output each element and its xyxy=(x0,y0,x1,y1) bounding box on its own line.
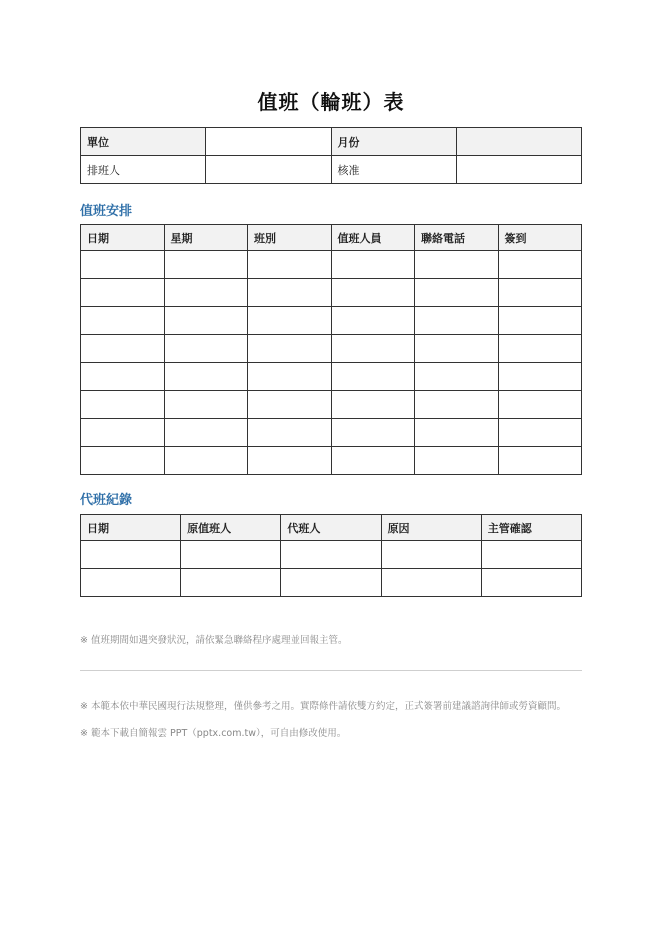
table-cell[interactable] xyxy=(248,419,332,447)
table-cell[interactable] xyxy=(331,251,415,279)
table-cell[interactable] xyxy=(498,419,582,447)
document-title: 值班（輪班）表 xyxy=(257,90,405,114)
month-label: 月份 xyxy=(331,128,456,156)
table-cell[interactable] xyxy=(248,391,332,419)
table-cell[interactable] xyxy=(331,307,415,335)
table-cell[interactable] xyxy=(248,335,332,363)
table-cell[interactable] xyxy=(81,363,165,391)
sub-col-reason: 原因 xyxy=(381,515,481,541)
unit-label: 單位 xyxy=(81,128,206,156)
duty-table-row xyxy=(81,391,582,419)
table-cell[interactable] xyxy=(331,279,415,307)
duty-table-row xyxy=(81,335,582,363)
table-cell[interactable] xyxy=(415,363,499,391)
substitute-header-row xyxy=(81,515,582,541)
table-cell[interactable] xyxy=(164,335,248,363)
emergency-note: ※ 值班期間如遇突發狀況，請依緊急聯絡程序處理並回報主管。 xyxy=(80,635,348,646)
table-cell[interactable] xyxy=(164,279,248,307)
table-cell[interactable] xyxy=(331,391,415,419)
divider xyxy=(80,670,582,671)
table-cell[interactable] xyxy=(81,541,181,569)
table-cell[interactable] xyxy=(248,363,332,391)
table-cell[interactable] xyxy=(415,391,499,419)
duty-col-shift: 班別 xyxy=(248,225,332,251)
table-cell[interactable] xyxy=(81,251,165,279)
duty-table-row xyxy=(81,251,582,279)
duty-col-signin: 簽到 xyxy=(498,225,582,251)
table-cell[interactable] xyxy=(498,307,582,335)
table-cell[interactable] xyxy=(164,363,248,391)
table-cell[interactable] xyxy=(498,363,582,391)
sub-col-approval: 主管確認 xyxy=(481,515,581,541)
table-cell[interactable] xyxy=(415,447,499,475)
info-row xyxy=(81,128,582,156)
table-cell[interactable] xyxy=(415,307,499,335)
table-cell[interactable] xyxy=(81,335,165,363)
substitute-record-table xyxy=(80,514,582,597)
table-cell[interactable] xyxy=(281,541,381,569)
substitute-table-body xyxy=(81,541,582,597)
table-cell[interactable] xyxy=(381,569,481,597)
table-cell[interactable] xyxy=(481,541,581,569)
table-cell[interactable] xyxy=(181,541,281,569)
duty-header-row xyxy=(81,225,582,251)
table-cell[interactable] xyxy=(81,279,165,307)
legal-note: ※ 本範本依中華民國現行法規整理，僅供參考之用。實際條件請依雙方約定，正式簽署前建議諮詢律師或勞資顧問。 xyxy=(80,701,566,712)
sub-col-substitute: 代班人 xyxy=(281,515,381,541)
table-cell[interactable] xyxy=(164,419,248,447)
table-cell[interactable] xyxy=(81,391,165,419)
duty-table-row xyxy=(81,279,582,307)
duty-col-staff: 值班人員 xyxy=(331,225,415,251)
table-cell[interactable] xyxy=(281,569,381,597)
table-cell[interactable] xyxy=(248,251,332,279)
month-field[interactable] xyxy=(456,128,581,156)
table-cell[interactable] xyxy=(331,419,415,447)
table-cell[interactable] xyxy=(415,335,499,363)
duty-col-date: 日期 xyxy=(81,225,165,251)
table-cell[interactable] xyxy=(81,569,181,597)
table-cell[interactable] xyxy=(164,391,248,419)
table-cell[interactable] xyxy=(248,307,332,335)
table-cell[interactable] xyxy=(248,279,332,307)
table-cell[interactable] xyxy=(331,447,415,475)
table-cell[interactable] xyxy=(248,447,332,475)
scheduler-field[interactable] xyxy=(206,156,331,184)
duty-table-row xyxy=(81,363,582,391)
table-cell[interactable] xyxy=(81,307,165,335)
info-row xyxy=(81,156,582,184)
table-cell[interactable] xyxy=(381,541,481,569)
unit-field[interactable] xyxy=(206,128,331,156)
table-cell[interactable] xyxy=(498,447,582,475)
table-cell[interactable] xyxy=(498,335,582,363)
table-cell[interactable] xyxy=(331,335,415,363)
duty-col-weekday: 星期 xyxy=(164,225,248,251)
table-cell[interactable] xyxy=(331,363,415,391)
sub-col-date: 日期 xyxy=(81,515,181,541)
table-cell[interactable] xyxy=(481,569,581,597)
approver-field[interactable] xyxy=(456,156,581,184)
source-note: ※ 範本下載自簡報雲 PPT（pptx.com.tw），可自由修改使用。 xyxy=(80,728,347,739)
duty-table-row xyxy=(81,419,582,447)
info-table xyxy=(80,127,582,184)
scheduler-label: 排班人 xyxy=(81,156,206,184)
substitute-table-row xyxy=(81,569,582,597)
duty-table-row xyxy=(81,307,582,335)
duty-schedule-table xyxy=(80,224,582,475)
duty-col-phone: 聯絡電話 xyxy=(415,225,499,251)
table-cell[interactable] xyxy=(415,251,499,279)
table-cell[interactable] xyxy=(415,279,499,307)
substitute-section-heading: 代班紀錄 xyxy=(80,493,133,508)
table-cell[interactable] xyxy=(498,251,582,279)
table-cell[interactable] xyxy=(498,391,582,419)
table-cell[interactable] xyxy=(498,279,582,307)
approver-label: 核准 xyxy=(331,156,456,184)
table-cell[interactable] xyxy=(164,447,248,475)
duty-table-body xyxy=(81,251,582,475)
substitute-table-row xyxy=(81,541,582,569)
duty-table-row xyxy=(81,447,582,475)
table-cell[interactable] xyxy=(164,251,248,279)
table-cell[interactable] xyxy=(415,419,499,447)
duty-section-heading: 值班安排 xyxy=(80,204,133,219)
table-cell[interactable] xyxy=(81,419,165,447)
table-cell[interactable] xyxy=(164,307,248,335)
sub-col-original: 原值班人 xyxy=(181,515,281,541)
table-cell[interactable] xyxy=(181,569,281,597)
table-cell[interactable] xyxy=(81,447,165,475)
